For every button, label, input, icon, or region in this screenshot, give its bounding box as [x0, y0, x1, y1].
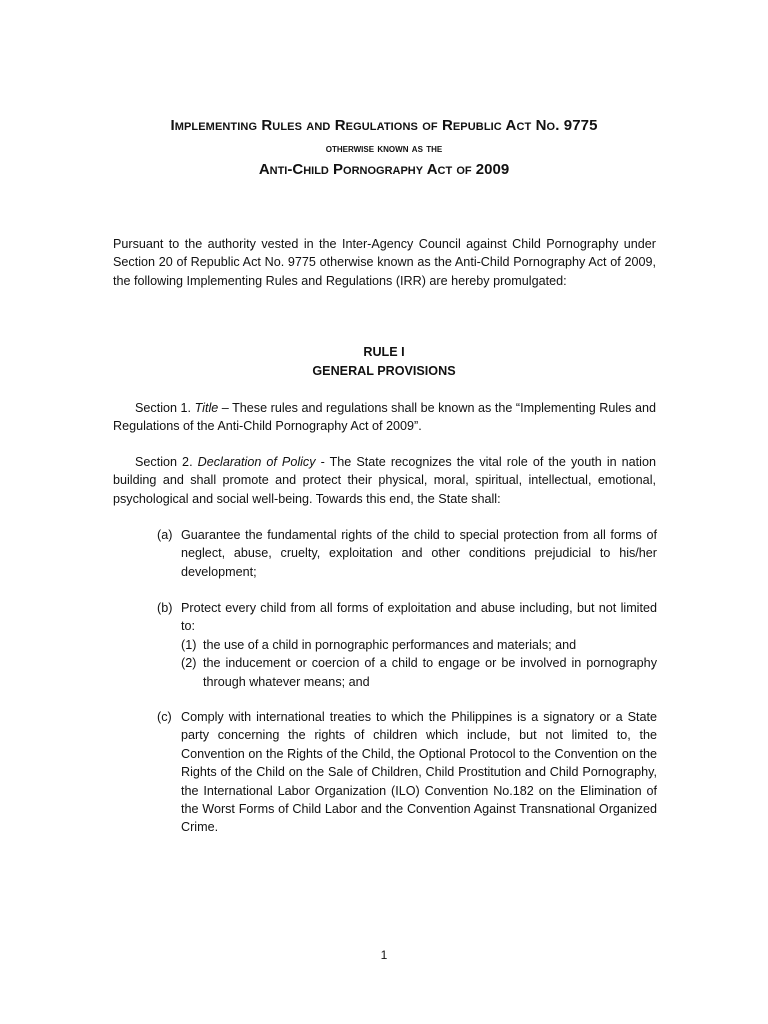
- list-item-a-label: (a): [157, 528, 173, 542]
- rule-heading: GENERAL PROVISIONS: [312, 364, 456, 378]
- document-title-subline: otherwise known as the: [325, 141, 443, 155]
- document-act-name: Anti-Child Pornography Act of 2009: [258, 161, 510, 178]
- section-1-title: Title: [194, 401, 219, 415]
- list-item-b-sub-1: [181, 636, 657, 654]
- list-item-c: [157, 708, 657, 837]
- list-item-b-label: (b): [157, 601, 173, 615]
- section-2-text: - The State recognizes the vital role of the youth in nation building and shall promote and protect their physical, moral, spiritual, intellectual, emotional, psychological and social well-being. Towards this end, the State shall:: [113, 455, 656, 506]
- list-item-b-text: Protect every child from all forms of exploitation and abuse including, but not limited to:: [181, 601, 657, 634]
- list-item-b-sub-2: [181, 654, 657, 691]
- list-item-b-sub-1-text: the use of a child in pornographic performances and materials; and: [203, 637, 577, 652]
- rule-number: RULE I: [363, 345, 405, 359]
- list-item-c-label: (c): [157, 710, 172, 724]
- list-item-b-sub-2-label: (2): [181, 656, 197, 671]
- list-item-b: [157, 599, 657, 691]
- list-item-c-text: Comply with international treaties to which the Philippines is a signatory or a State party concerning the rights of children which include, but not limited to, the Convention on the Rights of the Child, the Optional Protocol to the Convention on the Rights of the Child on the Sale of Children, Child Prostitution and Child Pornography, the International Labor Organization (ILO) Convention No.182 on the Elimination of the Worst Forms of Child Labor and the Convention Against Transnational Organized Crime.: [181, 710, 657, 835]
- list-item-a: [157, 526, 657, 581]
- document-title: Implementing Rules and Regulations of Republic Act No. 9775: [170, 117, 598, 134]
- list-item-b-sub-1-label: (1): [181, 637, 197, 652]
- section-2: [113, 453, 656, 508]
- list-item-a-text: Guarantee the fundamental rights of the child to special protection from all forms of neglect, abuse, cruelty, exploitation and other conditions prejudicial to his/her development;: [181, 528, 657, 579]
- page-number: 1: [380, 948, 388, 962]
- preamble-paragraph: Pursuant to the authority vested in the Inter-Agency Council against Child Pornography under Section 20 of Republic Act No. 9775 otherwise known as the Anti-Child Pornography Act of 2009, the following Implementing Rules and Regulations (IRR) are hereby promulgated:: [113, 237, 656, 288]
- section-1-text: – These rules and regulations shall be known as the “Implementing Rules and Regulations of the Anti-Child Pornography Act of 2009”.: [113, 401, 656, 434]
- section-1-label: Section 1.: [135, 401, 192, 415]
- section-1: [113, 399, 656, 436]
- section-2-label: Section 2.: [135, 455, 193, 469]
- list-item-b-sub-2-text: the inducement or coercion of a child to engage or be involved in pornography through whatever means; and: [203, 656, 657, 689]
- section-2-title: Declaration of Policy: [197, 455, 316, 469]
